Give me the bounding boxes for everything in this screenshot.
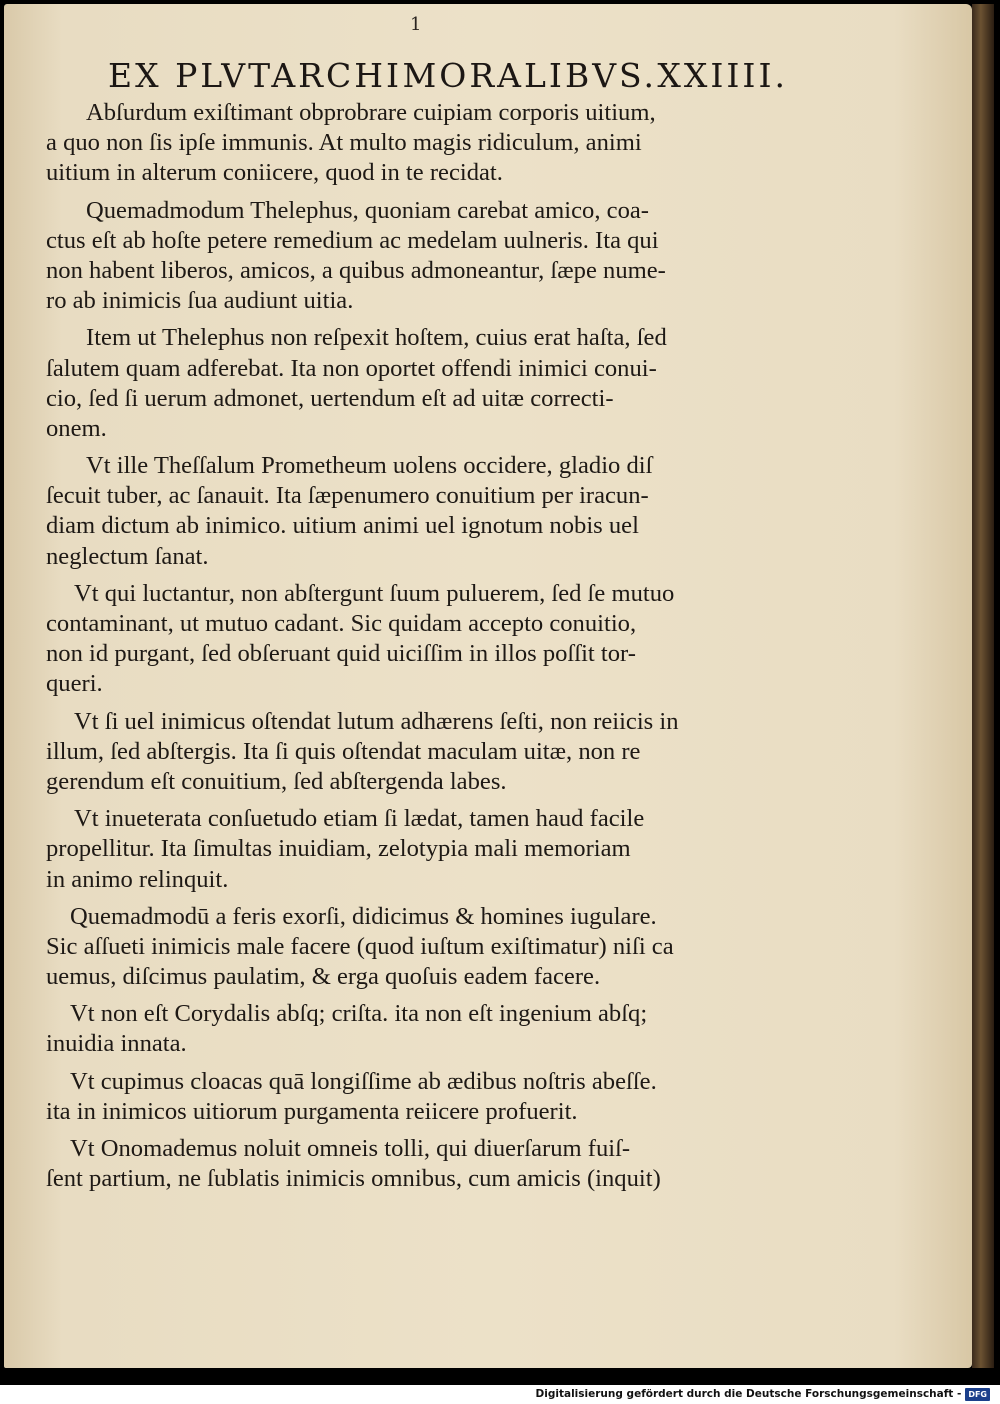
text-line: non id purgant, ſed obſeruant quid uiciſſim in illos poſſit tor- [46, 640, 636, 668]
running-head-left: EX PLVTARCHI [108, 56, 403, 95]
paragraph [46, 707, 790, 798]
text-line: Vt ſi uel inimicus oſtendat lutum adhærens ſeſti, non reiicis in [74, 707, 679, 735]
text-line: propellitur. Ita ſimultas inuidiam, zelotypia mali memoriam [46, 835, 631, 863]
paragraph [46, 98, 790, 189]
text-line: uemus, diſcimus paulatim, & erga quoſuis eadem facere. [46, 963, 601, 991]
text-line: Quemadmodū a feris exorſi, didicimus & homines iugulare. [70, 902, 657, 930]
text-line: inuidia innata. [46, 1030, 187, 1058]
text-line: Item ut Thelephus non reſpexit hoſtem, cuius erat haſta, ſed [86, 324, 667, 352]
paragraph [46, 999, 790, 1059]
text-line: Vt ille Theſſalum Prometheum uolens occidere, gladio diſ [86, 452, 653, 480]
text-line: gerendum eſt conuitium, ſed abſtergenda labes. [46, 767, 507, 795]
text-line: onem. [46, 414, 107, 442]
paragraph [46, 451, 790, 572]
text-line: Quemadmodum Thelephus, quoniam carebat amico, coa- [86, 196, 649, 224]
paragraph [46, 1067, 790, 1127]
paragraph [46, 804, 790, 895]
text-line: ſalutem quam adferebat. Ita non oportet offendi inimici conui- [46, 354, 657, 382]
text-line: Vt inueterata conſuetudo etiam ſi lædat, tamen haud facile [74, 805, 645, 833]
running-head [108, 56, 788, 95]
footer-credit: Digitalisierung gefördert durch die Deutsche Forschungsgemeinschaft - [535, 1388, 962, 1400]
text-line: queri. [46, 670, 103, 698]
paragraph [46, 196, 790, 317]
text-line: cio, ſed ſi uerum admonet, uertendum eſt ad uitæ correcti- [46, 384, 614, 412]
text-line: Vt qui luctantur, non abſtergunt ſuum puluerem, ſed ſe mutuo [74, 579, 675, 607]
text-line: ſent partium, ne ſublatis inimicis omnibus, cum amicis (inquit) [46, 1165, 661, 1193]
text-line: in animo relinquit. [46, 865, 229, 893]
text-line: Sic aſſueti inimicis male facere (quod iuſtum exiſtimatur) niſi ca [46, 932, 674, 960]
paragraph [46, 902, 790, 993]
text-line: neglectum ſanat. [46, 542, 209, 570]
text-body [46, 98, 790, 1194]
paragraph [46, 579, 790, 700]
text-line: contaminant, ut mutuo cadant. Sic quidam accepto conuitio, [46, 610, 637, 637]
text-line: ſecuit tuber, ac ſanauit. Ita ſæpenumero conuitium per iracun- [46, 482, 649, 510]
paragraph [46, 1134, 790, 1194]
text-line: diam dictum ab inimico. uitium animi uel ignotum nobis uel [46, 512, 639, 540]
text-line: ita in inimicos uitiorum purgamenta reiicere profuerit. [46, 1097, 578, 1125]
top-mark: 1 [410, 14, 422, 35]
running-head-center: MORALIBVS. [402, 56, 657, 95]
text-line: Vt non eſt Corydalis abſq; criſta. ita non eſt ingenium abſq; [70, 1000, 648, 1028]
text-line: non habent liberos, amicos, a quibus admoneantur, ſæpe nume- [46, 256, 666, 284]
text-line: uitium in alterum coniicere, quod in te recidat. [46, 159, 503, 187]
footer [536, 1386, 990, 1402]
text-line: Abſurdum exiſtimant obprobrare cuipiam corporis uitium, [86, 99, 656, 126]
text-line: illum, ſed abſtergis. Ita ſi quis oſtendat maculam uitæ, non re [46, 737, 641, 765]
paragraph [46, 323, 790, 444]
text-line: ro ab inimicis ſua audiunt uitia. [46, 287, 354, 315]
page-edge [972, 4, 994, 1368]
text-line: ctus eſt ab hoſte petere remedium ac medelam uulneris. Ita qui [46, 226, 659, 254]
text-line: a quo non ſis ipſe immunis. At multo magis ridiculum, animi [46, 129, 642, 157]
text-line: Vt cupimus cloacas quā longiſſime ab ædibus noſtris abeſſe. [70, 1067, 657, 1095]
text-line: Vt Onomademus noluit omneis tolli, qui diuerſarum fuiſ- [70, 1135, 631, 1162]
page-number: XXIIII. [657, 56, 788, 95]
dfg-logo: DFG [965, 1388, 990, 1401]
